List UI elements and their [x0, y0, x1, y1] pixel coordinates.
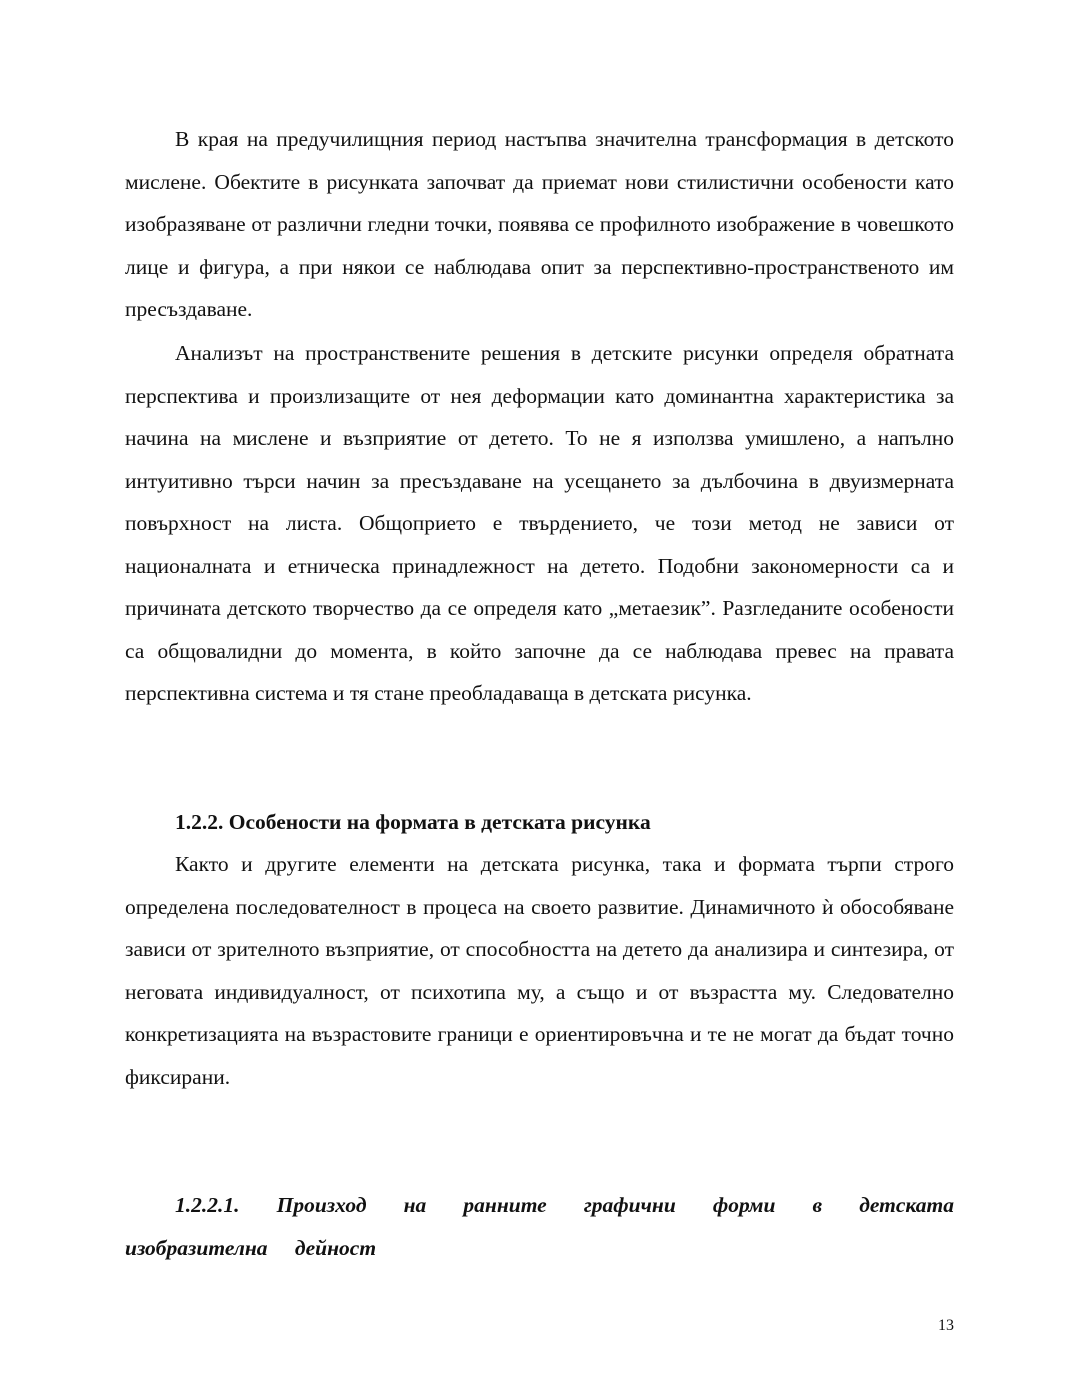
subsection-heading: 1.2.2.1. Произход на ранните графични форми в детската изобразителна дейност — [125, 1193, 954, 1260]
page-number: 13 — [938, 1317, 954, 1334]
section-heading: 1.2.2. Особености на формата в детската рисунка — [175, 810, 651, 834]
body-paragraph: Както и другите елементи на детската рисунка, така и формата търпи строго определена последователност в процеса на своето развитие. Динамичното ѝ обособяване зависи от зрителното възприятие, от способността на детето да анализира и синтезира, от неговата индивидуалност, от психотипа му, а също и от възрастта му. Следователно конкретизацията на възрастовите граници е ориентировъчна и те не могат да бъдат точно фиксирани. — [125, 852, 954, 1089]
body-paragraph: Анализът на пространствените решения в детските рисунки определя обратната перспектива и произлизащите от нея деформации като доминантна характеристика за начина на мислене и възприятие от детето. То не я използва умишлено, а напълно интуитивно търси начин за пресъздаване на усещането за дълбочина в двуизмерната повърхност на листа. Общоприето е твърдението, че този метод не зависи от националната и етническа принадлежност на детето. Подобни закономерности са и причината детското творчество да се определя като „метаезик”. Разгледаните особености са общовалидни до момента, в който започне да се наблюдава превес на правата перспективна система и тя стане преобладаваща в детската рисунка. — [125, 341, 954, 705]
body-paragraph: В края на предучилищния период настъпва значителна трансформация в детското мислене. Обектите в рисунката започват да приемат нови стилистични особености като изобразяване от различни гледни точки, появява се профилното изображение в човешкото лице и фигура, а при някои се наблюдава опит за перспективно-пространственото им пресъздаване. — [125, 127, 954, 321]
